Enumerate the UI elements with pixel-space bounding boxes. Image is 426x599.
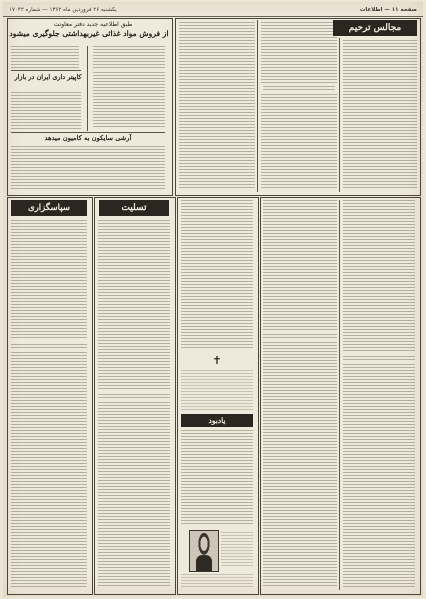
newspaper-page (3, 2, 423, 597)
obituary-col-3 (343, 40, 417, 190)
column-rule (87, 46, 88, 131)
cross-symbol: ✝ (212, 354, 222, 367)
memorial-caption (221, 532, 253, 568)
column-rule (257, 20, 258, 192)
third-article-headline: آرشی سایکون به کامیون میدهد (44, 134, 132, 142)
notice-separator (11, 344, 87, 350)
right-notices-col-1a (263, 200, 337, 330)
thanks-section-title: سپاسگزاری (11, 200, 87, 216)
memorial-footer (181, 574, 253, 588)
right-notices-col-2b (343, 364, 415, 588)
right-notices-col-1b (263, 342, 337, 588)
main-article-body (11, 46, 79, 68)
obituary-col-1 (179, 22, 255, 190)
third-article-body (11, 146, 165, 190)
obituary-col-2b (261, 94, 337, 190)
middle-notices-1 (181, 200, 253, 350)
article-divider (11, 132, 165, 133)
article-divider (11, 70, 81, 71)
second-article-body (11, 92, 81, 130)
thanks-notices-2 (11, 352, 87, 588)
main-article-kicker: طبق اطلاعیه جدید دفتر معاونت (53, 21, 133, 28)
article-body-col (93, 72, 165, 128)
thanks-notices-1 (11, 220, 87, 340)
notice-separator (98, 394, 170, 400)
second-article-headline: کاپیتر داری ایران در بازار (14, 73, 82, 81)
page-folio (3, 4, 423, 17)
condolence-notices-2 (98, 402, 170, 588)
main-article-headline: از فروش مواد غذائی غیربهداشتی جلوگیری میشود (9, 29, 169, 38)
middle-notices-2 (181, 370, 253, 410)
right-notices-col-2a (343, 200, 415, 352)
obituary-section-title: مجالس ترحیم (333, 20, 417, 36)
obituary-col-2 (261, 22, 337, 84)
memorial-portrait-photo (189, 530, 219, 572)
condolence-section-title: تسلیت (99, 200, 169, 216)
column-rule (339, 38, 340, 192)
page-number: صفحه ۱۱ — اطلاعات (359, 7, 417, 13)
main-article-body-col2 (93, 46, 165, 68)
memorial-notice-text (181, 430, 253, 526)
memorial-section-title: یادبود (181, 414, 253, 427)
issue-date: یکشنبه ۲۶ فروردین ماه ۱۳۶۲ — شماره ۱۷۰۴۲ (9, 7, 117, 13)
condolence-notices-1 (98, 220, 170, 390)
notice-separator (263, 86, 335, 92)
notice-separator (343, 356, 415, 362)
notice-separator (263, 334, 337, 340)
column-rule (339, 200, 340, 590)
